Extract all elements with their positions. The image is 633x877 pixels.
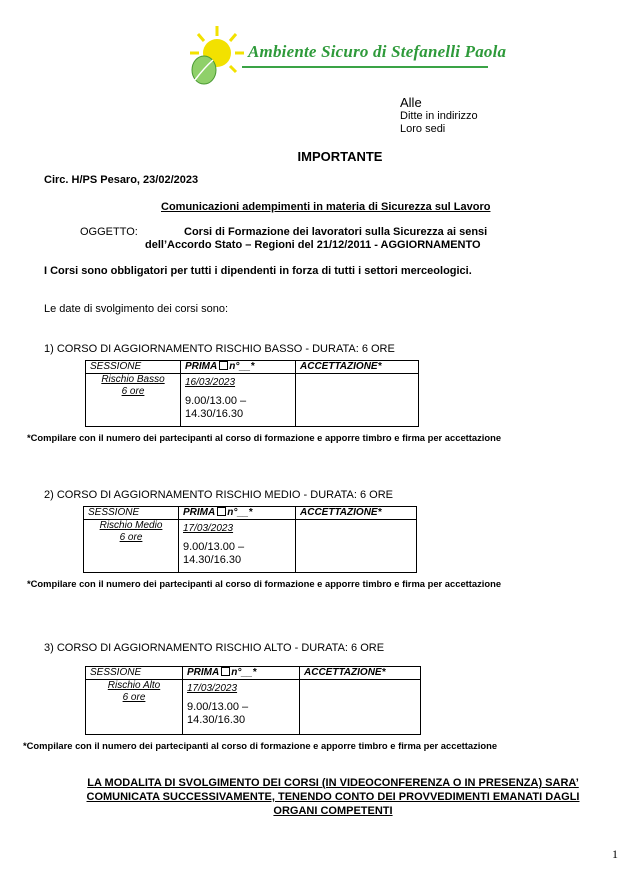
- session-table: [83, 506, 417, 573]
- header-sessione: SESSIONE: [86, 361, 181, 374]
- checkbox-icon[interactable]: [221, 667, 230, 676]
- table-header-row: [86, 667, 421, 680]
- mandatory-statement: I Corsi sono obbligatori per tutti i dipendenti in forza di tutti i settori merceologici.: [44, 265, 472, 277]
- course-title: 2) CORSO DI AGGIORNAMENTO RISCHIO MEDIO - DURATA: 6 ORE: [44, 489, 393, 501]
- checkbox-icon[interactable]: [217, 507, 226, 516]
- table-row: [86, 374, 419, 427]
- modality-notice: LA MODALITA DI SVOLGIMENTO DEI CORSI (IN VIDEOCONFERENZA O IN PRESENZA) SARA’ COMUNICATA SUCCESSIVAMENTE, TENENDO CONTO DEI PROVVEDIMENTI EMANATI DAGLI ORGANI COMPETENTI: [86, 777, 580, 817]
- course-title: 3) CORSO DI AGGIORNAMENTO RISCHIO ALTO - DURATA: 6 ORE: [44, 642, 385, 654]
- dates-intro: Le date di svolgimento dei corsi sono:: [44, 303, 229, 315]
- acceptance-cell[interactable]: [296, 520, 417, 573]
- header-accettazione: ACCETTAZIONE*: [296, 361, 419, 374]
- fill-in-note: *Compilare con il numero dei partecipanti al corso di formazione e apporre timbro e firma per accettazione: [23, 740, 498, 751]
- header-accettazione: ACCETTAZIONE*: [296, 507, 417, 520]
- communications-title: Comunicazioni adempimenti in materia di Sicurezza sul Lavoro: [161, 201, 491, 213]
- session-table: [85, 360, 419, 427]
- session-name: Rischio Alto 6 ore: [86, 680, 183, 735]
- acceptance-cell[interactable]: [296, 374, 419, 427]
- session-table: [85, 666, 421, 735]
- table-header-row: [84, 507, 417, 520]
- header-prima: PRIMA n°__*: [181, 361, 296, 374]
- sun-leaf-logo-icon: [186, 24, 248, 88]
- fill-in-note: *Compilare con il numero dei partecipanti al corso di formazione e apporre timbro e firma per accettazione: [27, 432, 502, 443]
- session-name: Rischio Basso 6 ore: [86, 374, 181, 427]
- company-logo: [186, 24, 507, 88]
- checkbox-icon[interactable]: [219, 361, 228, 370]
- session-date: 17/03/2023 9.00/13.00 – 14.30/16.30: [183, 680, 300, 735]
- recipient-alle: Alle: [400, 95, 422, 110]
- session-date: 16/03/2023 9.00/13.00 – 14.30/16.30: [181, 374, 296, 427]
- header-sessione: SESSIONE: [84, 507, 179, 520]
- recipient-line1: Ditte in indirizzo: [400, 110, 478, 122]
- table-row: [84, 520, 417, 573]
- header-prima: PRIMA n°__*: [183, 667, 300, 680]
- logo-underline: [242, 66, 488, 68]
- header-sessione: SESSIONE: [86, 667, 183, 680]
- oggetto-line1: Corsi di Formazione dei lavoratori sulla Sicurezza ai sensi: [184, 226, 488, 238]
- session-date: 17/03/2023 9.00/13.00 – 14.30/16.30: [179, 520, 296, 573]
- table-row: [86, 680, 421, 735]
- header-accettazione: ACCETTAZIONE*: [300, 667, 421, 680]
- course-title: 1) CORSO DI AGGIORNAMENTO RISCHIO BASSO - DURATA: 6 ORE: [44, 343, 395, 355]
- fill-in-note: *Compilare con il numero dei partecipanti al corso di formazione e apporre timbro e firma per accettazione: [27, 578, 502, 589]
- heading-importante: IMPORTANTE: [297, 149, 383, 164]
- table-header-row: [86, 361, 419, 374]
- logo-text: Ambiente Sicuro di Stefanelli Paola: [248, 42, 507, 61]
- session-name: Rischio Medio 6 ore: [84, 520, 179, 573]
- oggetto-line2: dell’Accordo Stato – Regioni del 21/12/2011 - AGGIORNAMENTO: [145, 239, 481, 251]
- acceptance-cell[interactable]: [300, 680, 421, 735]
- header-prima: PRIMA n°__*: [179, 507, 296, 520]
- oggetto-label: OGGETTO:: [80, 226, 138, 238]
- circular-ref: Circ. H/PS Pesaro, 23/02/2023: [44, 174, 199, 186]
- page-number: 1: [612, 847, 618, 861]
- recipient-line2: Loro sedi: [400, 123, 446, 135]
